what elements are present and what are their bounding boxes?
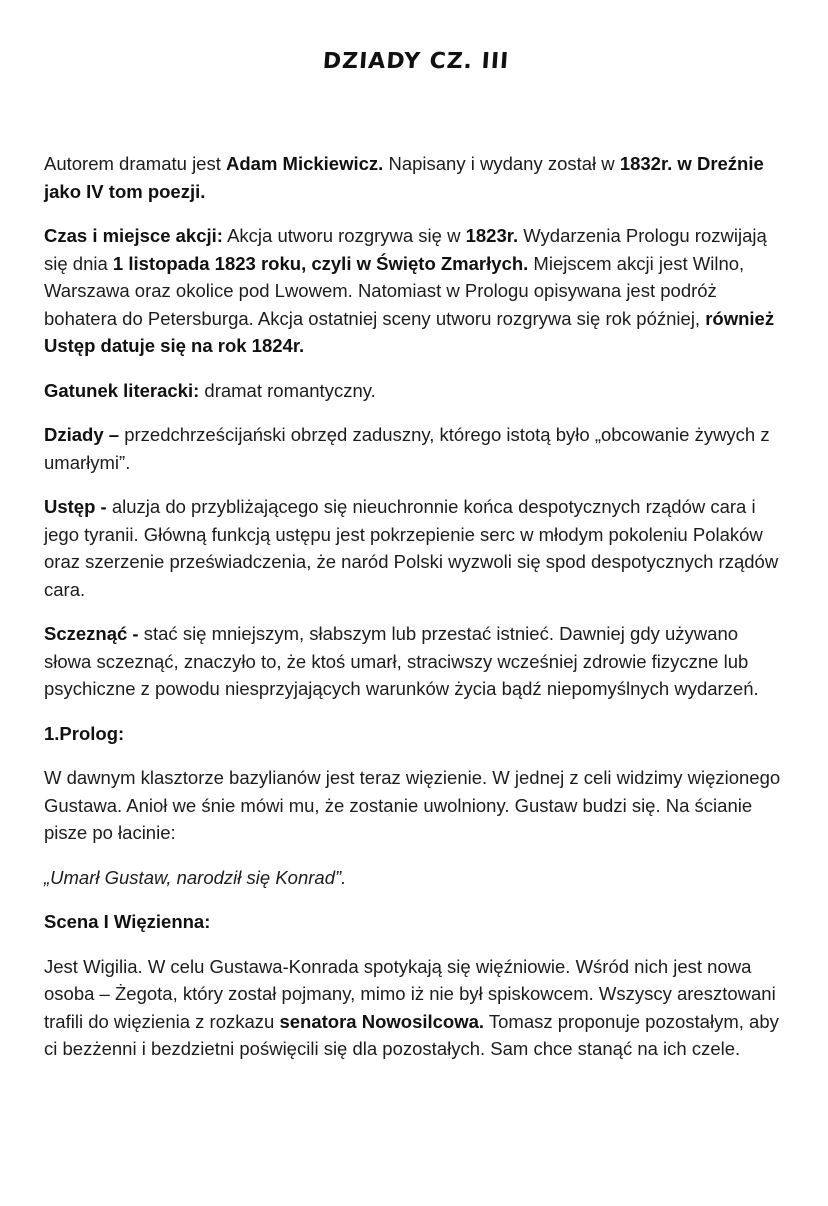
paragraph-ustep-definition <box>44 493 788 603</box>
paragraph-scena-1 <box>44 953 788 1063</box>
bold-text: 1832r. w Dreźnie jako IV tom poezji. <box>44 153 764 202</box>
term-label: Dziady – <box>44 424 120 445</box>
paragraph-time-place <box>44 222 788 360</box>
bold-text: Adam Mickiewicz. <box>226 153 384 174</box>
paragraph-genre <box>44 377 788 405</box>
text: Napisany i wydany został w <box>383 153 620 174</box>
section-heading-scena-1: Scena I Więzienna: <box>44 911 211 932</box>
bold-text: również Ustęp datuje się na rok 1824r. <box>44 307 775 356</box>
text: Jest Wigilia. W celu Gustawa-Konrada spotykają się więźniowie. Wśród nich jest nowa osoba – Żegota, który został pojmany, mimo iż nie był spiskowcem. Wszyscy aresztowani trafili do więzienia z rozkazu <box>44 955 776 1032</box>
text: aluzja do przybliżającego się nieuchronnie końca despotycznych rządów cara i jego tyranii. Główną funkcją ustępu jest pokrzepienie serc w młodym pokoleniu Polaków oraz szerzenie przeświadczenia, że naród Polski wyzwoli się spod despotycznych rządów cara. <box>44 496 779 600</box>
paragraph-prolog: W dawnym klasztorze bazylianów jest teraz więzienie. W jednej z celi widzimy więzionego Gustawa. Anioł we śnie mówi mu, że zostanie uwolniony. Gustaw budzi się. Na ścianie pisze po łacinie: <box>44 767 781 843</box>
bold-text: 1823r. <box>465 225 519 246</box>
term-label: Ustęp - <box>44 496 107 517</box>
bold-text: senatora Nowosilcowa. <box>279 1010 485 1032</box>
term-label: Czas i miejsce akcji: <box>44 225 223 246</box>
quote: „Umarł Gustaw, narodził się Konrad”. <box>44 866 347 888</box>
paragraph-dziady-definition <box>44 421 788 476</box>
text: Miejscem akcji jest Wilno, Warszawa oraz okolice pod Lwowem. Natomiast w Prologu opisywana jest podróż bohatera do Petersburga. Akcja ostatniej sceny utworu rozgrywa się rok później, <box>44 252 745 329</box>
text: Akcja utworu rozgrywa się w <box>222 225 466 246</box>
paragraph-author <box>44 150 788 205</box>
text: Tomasz proponuje pozostałym, aby ci bezżenni i bezdzietni poświęcili się dla pozostałych. Sam chce stanąć na ich czele. <box>44 1010 779 1059</box>
term-label: Gatunek literacki: <box>44 379 200 401</box>
text: przedchrześcijański obrzęd zaduszny, którego istotą było „obcowanie żywych z umarłymi”. <box>44 424 770 473</box>
term-label: Sczeznąć - <box>44 623 139 644</box>
text: stać się mniejszym, słabszym lub przestać istnieć. Dawniej gdy używano słowa sczeznąć, znaczyło to, że ktoś umarł, straciwszy wcześniej zdrowie fizyczne lub psychiczne z powodu niesprzyjających warunków życia bądź niepomyślnych wydarzeń. <box>44 623 759 699</box>
text: dramat romantyczny. <box>199 379 376 401</box>
bold-text: 1 listopada 1823 roku, czyli w Święto Zmarłych. <box>112 252 529 274</box>
page-title: DZIADY CZ. III <box>321 49 511 74</box>
text: Autorem dramatu jest <box>44 153 226 174</box>
text: Wydarzenia Prologu rozwijają się dnia <box>44 225 767 274</box>
paragraph-sczeznac-definition <box>44 620 788 703</box>
section-heading-prolog: 1.Prolog: <box>44 722 125 744</box>
